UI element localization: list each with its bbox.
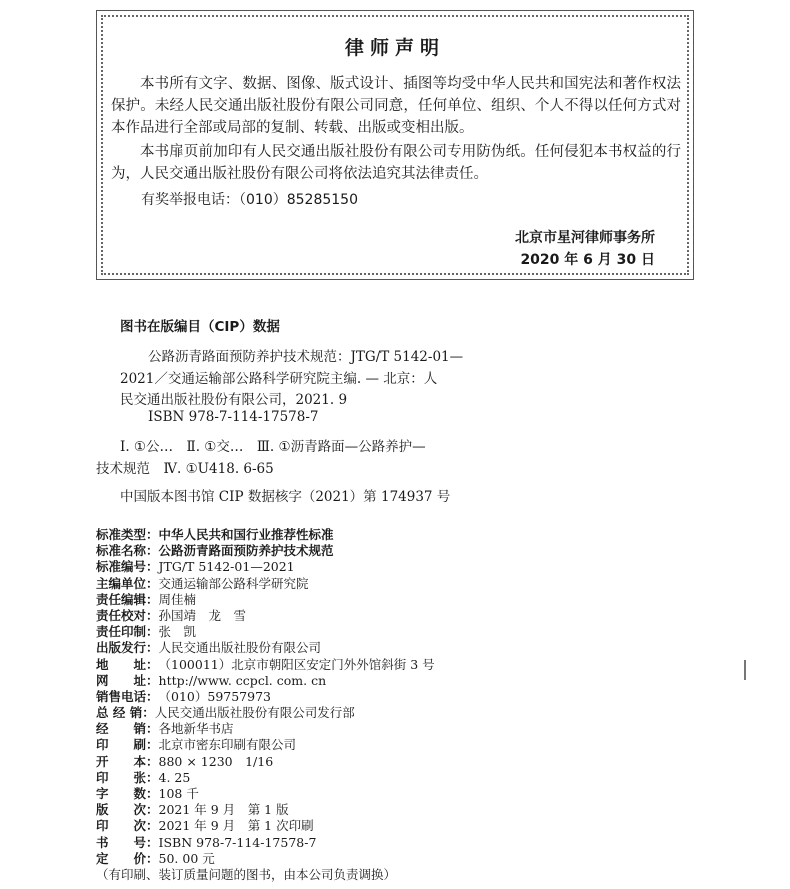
imprint-value: 孙国靖 龙 雪 — [158, 607, 247, 623]
imprint-value: （010）59757973 — [158, 688, 271, 704]
imprint-label: 书 号： — [96, 834, 159, 850]
imprint-value: http://www. ccpcl. com. cn — [158, 672, 327, 688]
imprint-label: 版 次： — [96, 802, 159, 818]
imprint-label: 网 址： — [96, 672, 159, 688]
cip-line: 公路沥青路面预防养护技术规范：JTG/T 5142-01— — [148, 349, 464, 365]
lawyer-statement-box — [96, 10, 694, 280]
edge-mark — [744, 660, 746, 680]
imprint-row — [96, 527, 436, 543]
imprint-row — [96, 737, 436, 753]
cip-title: 图书在版编目（CIP）数据 — [120, 319, 280, 335]
imprint-label: 字 数： — [96, 786, 159, 801]
imprint-row — [96, 786, 436, 802]
imprint-value: 108 千 — [158, 786, 199, 801]
imprint-row — [96, 640, 436, 656]
imprint-value: 公路沥青路面预防养护技术规范 — [158, 543, 334, 559]
imprint-row — [96, 802, 436, 818]
statement-date: 2020 年 6 月 30 日 — [520, 252, 655, 268]
imprint-row — [96, 624, 436, 640]
imprint-label: 责任校对： — [96, 607, 159, 623]
imprint-label: 标准名称： — [96, 543, 159, 559]
imprint-label: 标准类型： — [96, 527, 159, 542]
imprint-row — [96, 705, 436, 721]
cip-line: 民交通出版社股份有限公司，2021. 9 — [120, 392, 348, 408]
imprint-label: 主编单位： — [96, 575, 159, 591]
cip-classification: Ⅰ. ①公… Ⅱ. ①交… Ⅲ. ①沥青路面—公路养护— — [120, 439, 426, 455]
imprint-row — [96, 754, 436, 770]
imprint-value: 2021 年 9 月 第 1 版 — [158, 802, 289, 818]
imprint-row — [96, 592, 436, 608]
imprint-label: 出版发行： — [96, 640, 159, 656]
imprint-label: 总 经 销： — [96, 705, 155, 721]
imprint-row — [96, 851, 436, 867]
imprint-label: 开 本： — [96, 753, 159, 769]
quality-notice: （有印刷、装订质量问题的图书，由本公司负责调换） — [96, 866, 397, 882]
imprint-row — [96, 559, 436, 575]
imprint-value: JTG/T 5142-01—2021 — [158, 559, 295, 575]
imprint-label: 标准编号： — [96, 559, 159, 575]
imprint-value: 北京市密东印刷有限公司 — [158, 737, 297, 753]
cip-isbn: ISBN 978-7-114-17578-7 — [148, 409, 319, 425]
cip-record-number: 中国版本图书馆 CIP 数据核字（2021）第 174937 号 — [120, 489, 451, 505]
imprint-label: 经 销： — [96, 721, 159, 737]
imprint-row — [96, 835, 436, 851]
imprint-row — [96, 721, 436, 737]
imprint-label: 印 次： — [96, 818, 159, 834]
imprint-details — [96, 527, 436, 883]
imprint-value: 交通运输部公路科学研究院 — [158, 575, 309, 591]
imprint-value: 中华人民共和国行业推荐性标准 — [158, 527, 334, 542]
imprint-value: 880 × 1230 1/16 — [158, 753, 274, 769]
statement-paragraph-2: 本书扉页前加印有人民交通出版社股份有限公司专用防伪纸。任何侵犯本书权益的行为，人民交通出版社股份有限公司将依法追究其法律责任。 — [111, 144, 681, 182]
imprint-value: 人民交通出版社股份有限公司发行部 — [154, 705, 355, 721]
imprint-label: 定 价： — [96, 850, 159, 866]
imprint-value: 张 凯 — [158, 624, 197, 640]
imprint-label: 销售电话： — [96, 688, 159, 704]
cip-classification-cont: 技术规范 Ⅳ. ①U418. 6-65 — [96, 461, 274, 477]
law-firm-name: 北京市星河律师事务所 — [515, 230, 655, 246]
imprint-value: ISBN 978-7-114-17578-7 — [158, 834, 317, 850]
imprint-row — [96, 689, 436, 705]
imprint-row — [96, 818, 436, 834]
imprint-value: 周佳楠 — [158, 591, 197, 607]
imprint-value: 2021 年 9 月 第 1 次印刷 — [158, 818, 314, 834]
imprint-row — [96, 770, 436, 786]
report-hotline: 有奖举报电话：（010）85285150 — [141, 192, 358, 208]
imprint-row — [96, 576, 436, 592]
imprint-value: （100011）北京市朝阳区安定门外外馆斜街 3 号 — [158, 656, 435, 672]
imprint-label: 印 张： — [96, 769, 159, 785]
imprint-label: 责任印制： — [96, 624, 159, 640]
imprint-value: 各地新华书店 — [158, 721, 234, 737]
statement-title: 律师声明 — [344, 37, 445, 59]
imprint-value: 50. 00 元 — [158, 850, 215, 866]
imprint-row — [96, 657, 436, 673]
imprint-row — [96, 608, 436, 624]
statement-paragraph-1: 本书所有文字、数据、图像、版式设计、插图等均受中华人民共和国宪法和著作权法保护。未经人民交通出版社股份有限公司同意，任何单位、组织、个人不得以任何方式对本作品进行全部或局部的复制、转载、出版或变相出版。 — [111, 76, 681, 136]
imprint-label: 印 刷： — [96, 737, 159, 753]
cip-line: 2021／交通运输部公路科学研究院主编. — 北京：人 — [120, 371, 438, 387]
imprint-row — [96, 543, 436, 559]
imprint-row — [96, 673, 436, 689]
imprint-value: 人民交通出版社股份有限公司 — [158, 640, 322, 656]
imprint-value: 4. 25 — [158, 769, 191, 785]
imprint-label: 地 址： — [96, 656, 159, 672]
imprint-label: 责任编辑： — [96, 591, 159, 607]
